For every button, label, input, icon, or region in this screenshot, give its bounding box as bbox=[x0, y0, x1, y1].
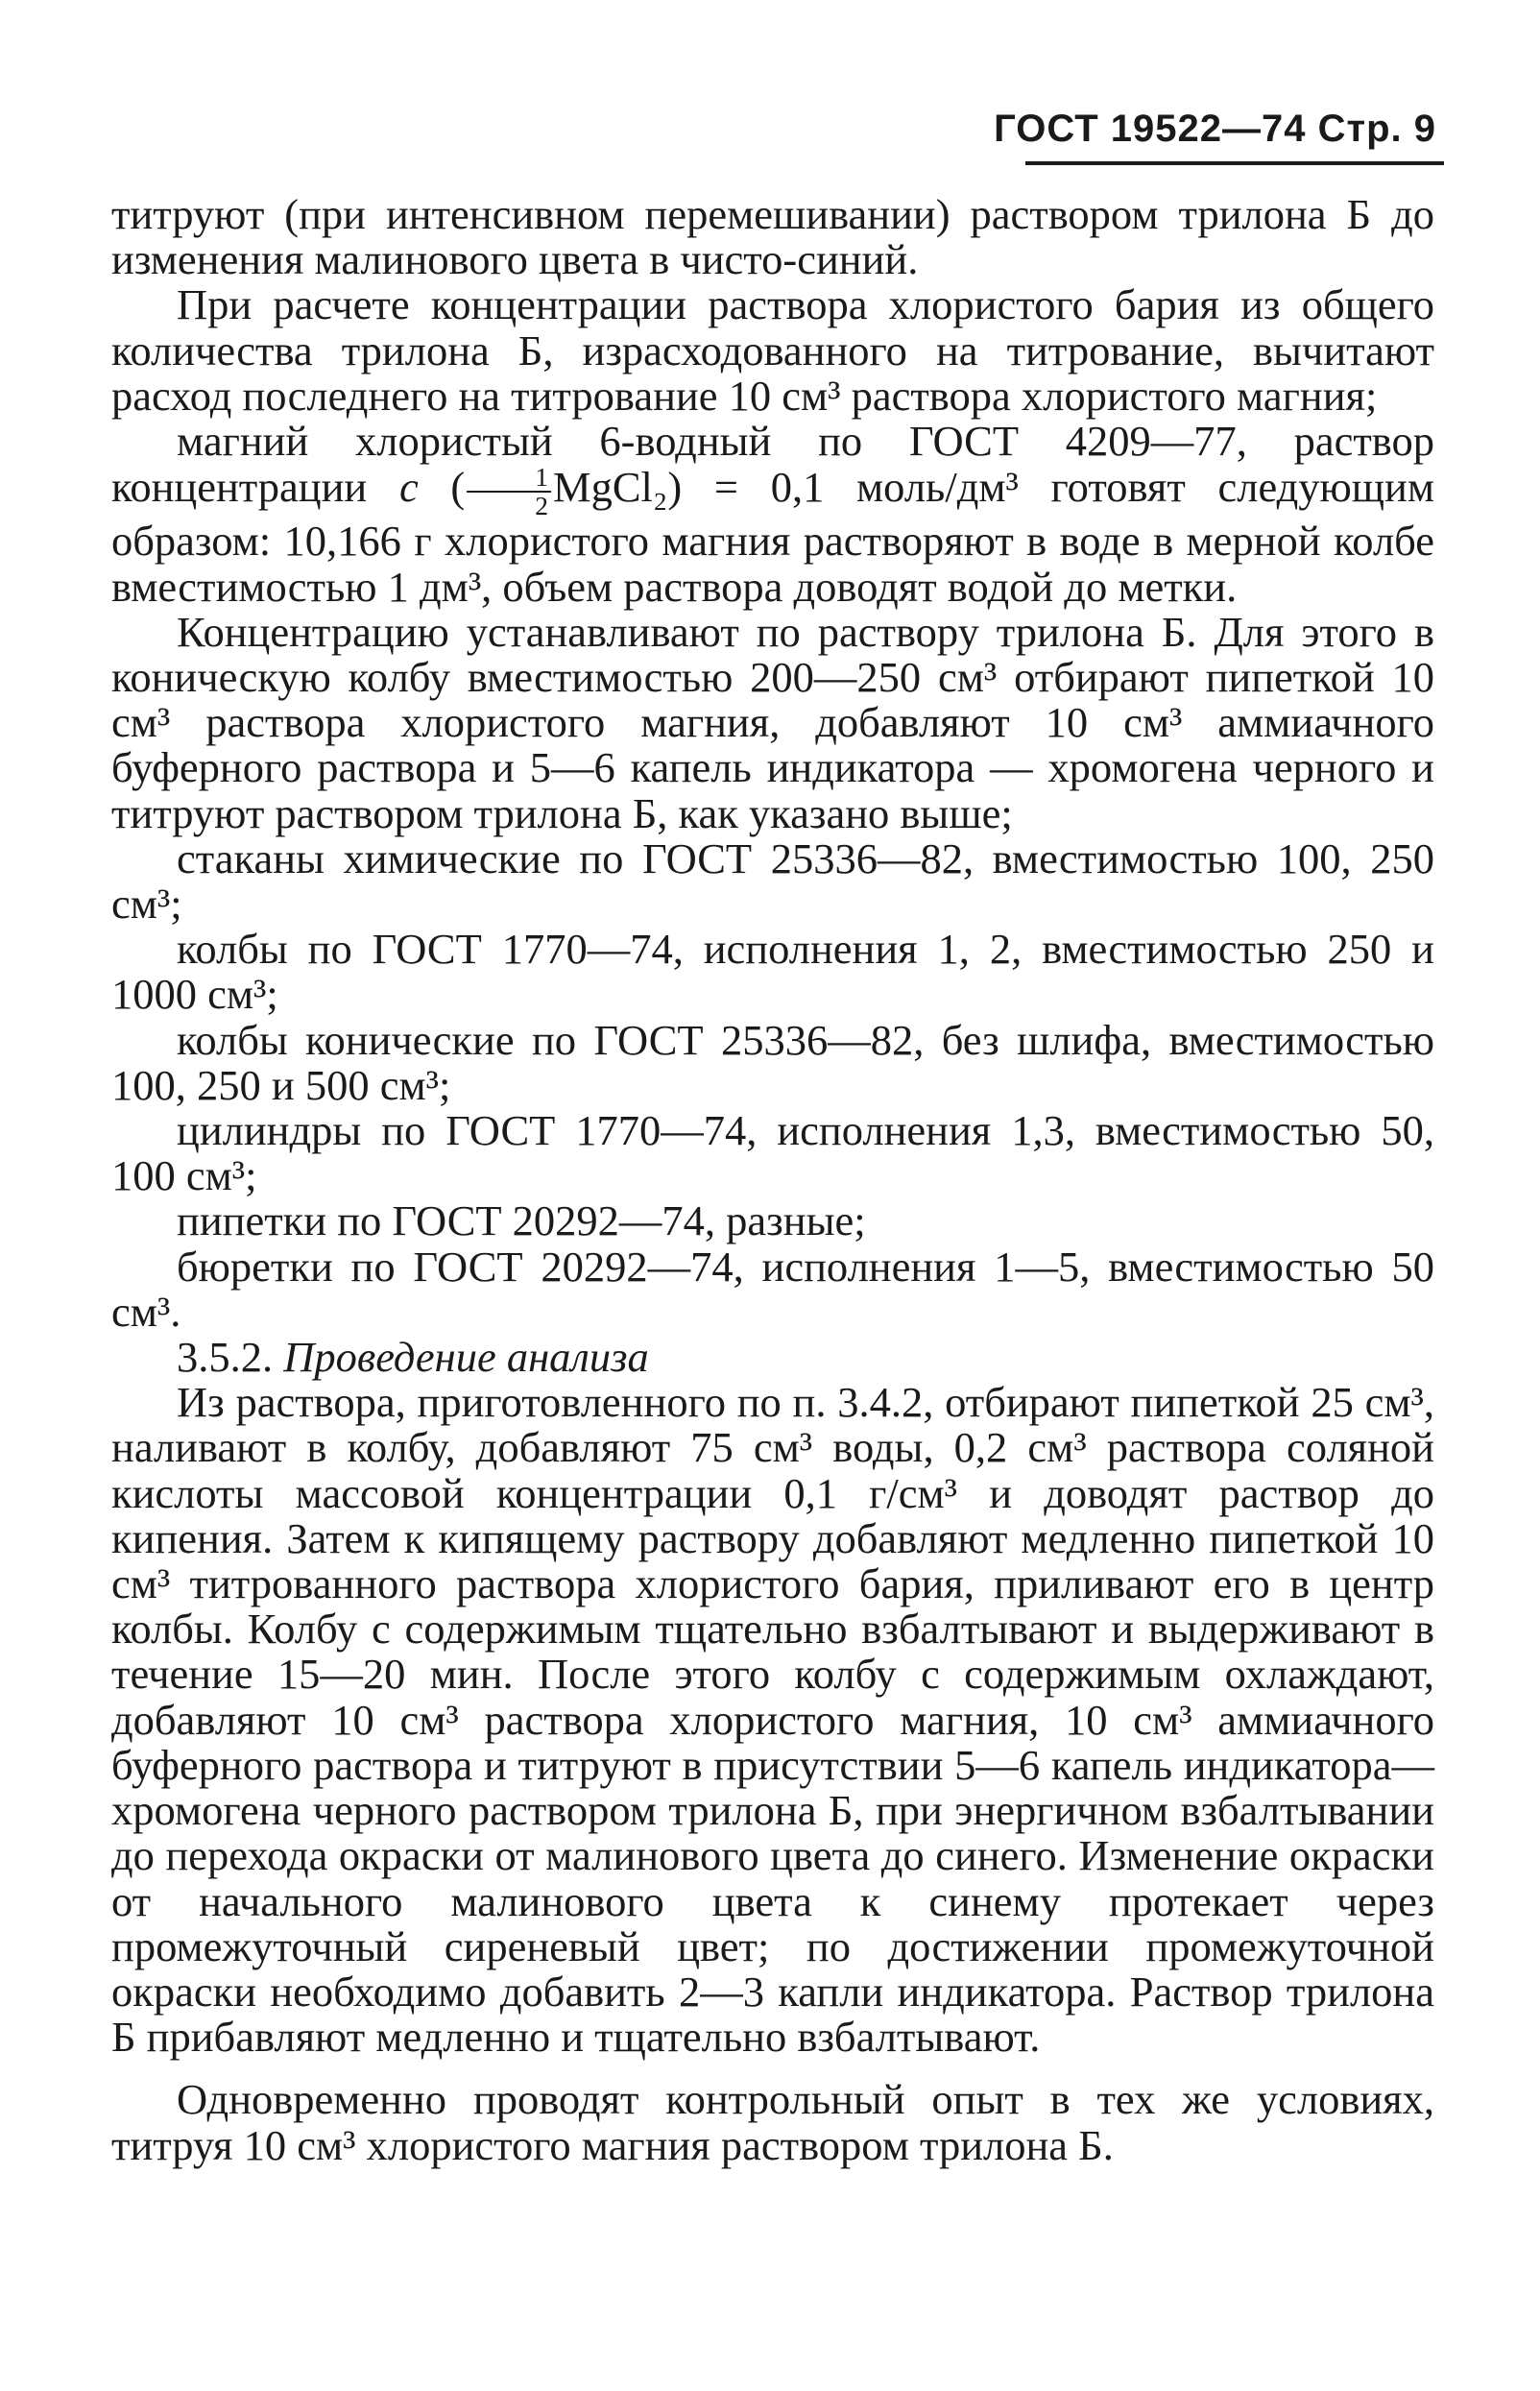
paragraph: Одновременно проводят контрольный опыт в тех же условиях, титруя 10 см³ хлористого магния раствором трилона Б. bbox=[111, 2075, 1434, 2169]
document-body bbox=[111, 192, 1434, 2168]
list-item: бюретки по ГОСТ 20292—74, исполнения 1—5, вместимостью 50 см³. bbox=[111, 1242, 1434, 1336]
page-header: ГОСТ 19522—74 Стр. 9 bbox=[994, 108, 1436, 150]
formula-fraction bbox=[467, 464, 551, 519]
paragraph: титруют (при интенсивном перемешивании) раствором трилона Б до изменения малинового цвета в чисто-синий. bbox=[111, 190, 1434, 284]
paragraph-text: магний хлористый 6-водный по ГОСТ 4209—77, раствор концентрации bbox=[111, 417, 1434, 512]
section-title: Проведение анализа bbox=[283, 1333, 649, 1382]
fraction-denominator: 2 bbox=[535, 490, 549, 520]
list-item: стаканы химические по ГОСТ 25336—82, вместимостью 100, 250 см³; bbox=[111, 833, 1434, 929]
list-item: цилиндры по ГОСТ 1770—74, исполнения 1,3, вместимостью 50, 100 см³; bbox=[111, 1106, 1434, 1200]
list-item: пипетки по ГОСТ 20292—74, разные; bbox=[177, 1196, 866, 1245]
list-item: колбы конические по ГОСТ 25336—82, без шлифа, вместимостью 100, 250 и 500 см³; bbox=[111, 1015, 1434, 1109]
fraction-numerator: 1 bbox=[467, 464, 551, 493]
section-number: 3.5.2. bbox=[177, 1333, 274, 1382]
header-rule bbox=[1025, 161, 1444, 165]
paragraph-formula: магний хлористый 6-водный по ГОСТ 4209—77, раствор концентрации c ( $\frac{1}{2}$ MgCl₂) = 0,1 моль/дм³ готовят следующим образом: 10,166 г хлористого магния растворяют в воде в мерной колбе вместимостью 1 дм³, объем раствора доводят водой до метки. bbox=[111, 417, 1434, 611]
paragraph-text: MgCl₂) = 0,1 моль/дм³ готовят следующим образом: 10,166 г хлористого магния растворяют в воде в мерной колбе вместимостью 1 дм³, объем раствора доводят водой до метки. bbox=[111, 463, 1434, 611]
paragraph: Концентрацию устанавливают по раствору трилона Б. Для этого в коническую колбу вместимостью 200—250 см³ отбирают пипеткой 10 см³ раствора хлористого магния, добавляют 10 см³ аммиачного буферного раствора и 5—6 капель индикатора — хромогена черного и титруют раствором трилона Б, как указано выше; bbox=[111, 607, 1434, 837]
paragraph: Из раствора, приготовленного по п. 3.4.2, отбирают пипеткой 25 см³, наливают в колбу, добавляют 75 см³ воды, 0,2 см³ раствора соляной кислоты массовой концентрации 0,1 г/см³ и доводят раствор до кипения. Затем к кипящему раствору добавляют медленно пипеткой 10 см³ титрованного раствора хлористого бария, приливают его в центр колбы. Колбу с содержимым тщательно взбалтывают и выдерживают в течение 15—20 мин. После этого колбу с содержимым охлаждают, добавляют 10 см³ раствора хлористого магния, 10 см³ аммиачного буферного раствора и титруют в присутствии 5—6 капель индикатора—хромогена черного раствором трилона Б, при энергичном взбалтывании до перехода окраски от малинового цвета до синего. Изменение окраски от начального малинового цвета к синему протекает через промежуточный сиреневый цвет; по достижении промежуточной окраски необходимо добавить 2—3 капли индикатора. Раствор трилона Б прибавляют медленно и тщательно взбалтывают. bbox=[111, 1378, 1434, 2062]
section-heading bbox=[111, 1335, 1434, 1380]
list-item: колбы по ГОСТ 1770—74, исполнения 1, 2, вместимостью 250 и 1000 см³; bbox=[111, 925, 1434, 1019]
formula-variable: c bbox=[398, 463, 419, 512]
paragraph: При расчете концентрации раствора хлористого бария из общего количества трилона Б, израсходованного на титрование, вычитают расход последнего на титрование 10 см³ раствора хлористого магния; bbox=[111, 280, 1434, 420]
